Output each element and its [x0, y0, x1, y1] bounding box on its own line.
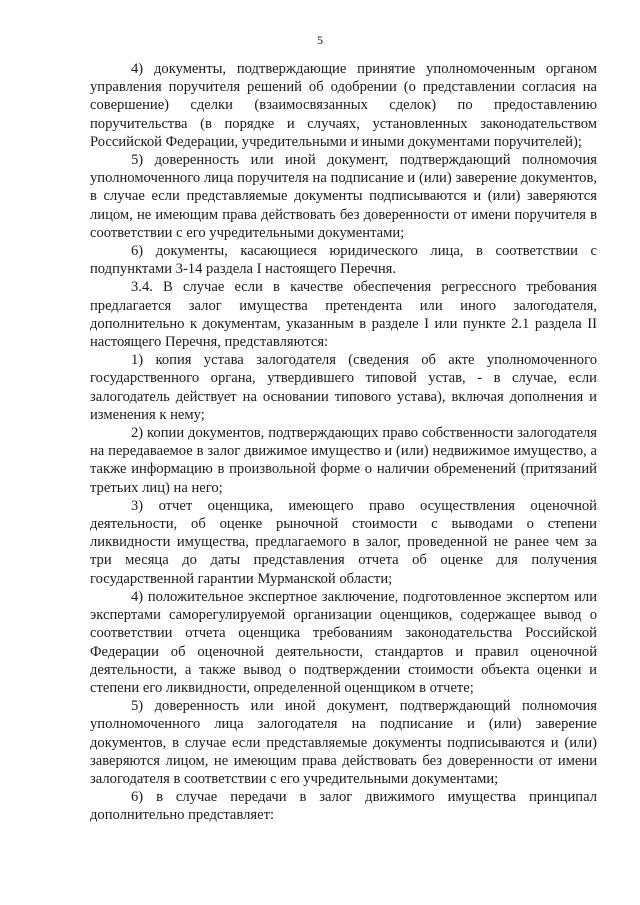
paragraph-item-5-pledgor-power-of-attorney: 5) доверенность или иной документ, подтверждающий полномочия уполномоченного лица залогодателя на подписание и (или) заверение документов, в случае если представляемые документы подписываются и (или) заверяются лицом, не имеющим права действовать без доверенности от имени залогодателя в соответствии с его учредительными документами; [90, 698, 597, 787]
paragraph-item-3-appraiser-report: 3) отчет оценщика, имеющего право осуществления оценочной деятельности, об оценке рыночной стоимости с выводами о степени ликвидности имущества, предлагаемого в залог, проведенной не ранее чем за три месяца до даты представления отчета об оценке для получения государственной гарантии Мурманской области; [90, 497, 597, 587]
paragraph-item-6-movable-property: 6) в случае передачи в залог движимого имущества принципал дополнительно представляет: [90, 789, 597, 824]
paragraph-item-2-ownership-documents: 2) копии документов, подтверждающих право собственности залогодателя на передаваемое в залог движимое имущество и (или) недвижимое имущество, а также информацию в произвольной форме о наличии обременений (притязаний третьих лиц) на него; [90, 425, 597, 496]
paragraph-item-6-legal-entity-documents: 6) документы, касающиеся юридического лица, в соответствии с подпунктами 3-14 раздела I настоящего Перечня. [90, 243, 597, 278]
paragraph-section-3-4: 3.4. В случае если в качестве обеспечения регрессного требования предлагается залог имущества претендента или иного залогодателя, дополнительно к документам, указанным в разделе I или пункте 2.1 раздела II настоящего Перечня, представляются: [90, 279, 597, 351]
paragraph-item-5-power-of-attorney: 5) доверенность или иной документ, подтверждающий полномочия уполномоченного лица поручителя на подписание и (или) заверение документов, в случае если представляемые документы подписываются и (или) заверяются лицом, не имеющим права действовать без доверенности от имени поручителя в соответствии с его учредительными документами; [90, 152, 597, 241]
paragraph-item-1-charter-copy: 1) копия устава залогодателя (сведения об акте уполномоченного государственного органа, утвердившего типовой устав, - в случае, если залогодатель действует на основании типового устава), включая дополнения и изменения к нему; [90, 352, 597, 423]
paragraph-item-4-expert-conclusion: 4) положительное экспертное заключение, подготовленное экспертом или экспертами саморегулируемой организации оценщиков, содержащее вывод о соответствии отчета оценщика требованиям законодательства Российской Федерации об оценочной деятельности, стандартов и правил оценочной деятельности, а также вывод о подтверждении стоимости объекта оценки и степени его ликвидности, определенной оценщиком в отчете; [90, 588, 597, 696]
document-body [90, 60, 597, 825]
paragraph-item-4-approval-documents: 4) документы, подтверждающие принятие уполномоченным органом управления поручителя решений об одобрении (о представлении согласия на совершение) сделки (взаимосвязанных сделок) по предоставлению поручительства (в порядке и случаях, установленных законодательством Российской Федерации, учредительными и иными документами поручителей); [90, 61, 597, 150]
page-number: 5 [317, 33, 323, 47]
